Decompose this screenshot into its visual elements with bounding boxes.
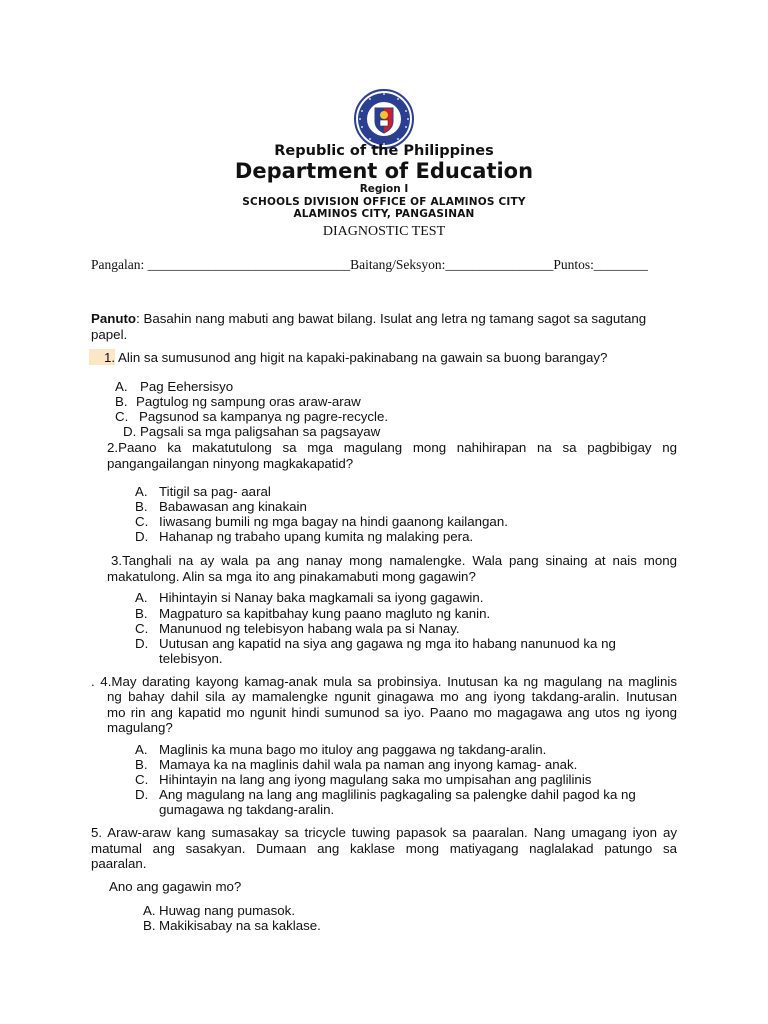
deped-seal-logo xyxy=(346,89,422,149)
question-1: 1. Alin sa sumusunod ang higit na kapaki-pakinabang na gawain sa buong barangay? xyxy=(104,350,608,365)
instructions-label: Panuto xyxy=(91,311,137,326)
header-region: Region I xyxy=(359,183,409,195)
question-5-line-2: matumal ang sasakyan. Dumaan ang kaklase mong matiyagang naglalakad patungo sa xyxy=(91,841,677,856)
question-4-line-2: ng bahay dahil sila ay mamalengke ngunit ginagawa mo ang iyong takdang-aralin. Inutusan xyxy=(107,689,677,704)
student-info-line: Pangalan: ______________________________Baitang/Seksyon:________________Puntos:________ xyxy=(91,257,648,272)
instructions-line-1 xyxy=(91,311,677,327)
header-city: ALAMINOS CITY, PANGASINAN xyxy=(293,208,475,220)
question-2-line-2: pangangailangan ninyong magkakapatid? xyxy=(107,456,354,471)
header-department: Department of Education xyxy=(234,159,534,183)
question-3-line-2: makatulong. Alin sa mga ito ang pinakamabuti mong gagawin? xyxy=(107,569,476,584)
header-division: SCHOOLS DIVISION OFFICE OF ALAMINOS CITY xyxy=(242,196,526,208)
instructions-text: : Basahin nang mabuti ang bawat bilang. Isulat ang letra ng tamang sagot sa sagutang xyxy=(136,311,647,326)
header-republic: Republic of the Philippines xyxy=(274,143,494,159)
instructions-line-2: papel. xyxy=(91,327,128,342)
q3-option-d-continued: telebisyon. xyxy=(159,651,223,666)
question-4-line-3: mo rin ang kapatid mo ngunit hindi sumunod sa iyo. Paano mo magagawa ang utos ng iyong xyxy=(107,705,677,720)
question-5-line-1: 5. Araw-araw kang sumasakay sa tricycle tuwing papasok sa paaralan. Nang umagang iyon ay xyxy=(91,825,677,840)
question-5-line-3: paaralan. xyxy=(91,856,147,871)
question-3-line-1: 3.Tanghali na ay wala pa ang nanay mong namalengke. Wala pang sinaing at nais mong xyxy=(111,553,677,568)
document-page: Republic of the Philippines Department of Education Region I SCHOOLS DIVISION OFFICE OF ALAMINOS CITY ALAMINOS CITY, PANGASINAN DIAGNOSTIC TEST Pangalan: ______________________________Baitang/Seksyon:________________Puntos:________ Panuto: Basahin nang mabuti ang bawat bilang. Isulat ang letra ng tamang sagot sa sagutang papel. 1. Alin sa sumusunod ang higit na kapaki-pakinabang na gawain sa buong barangay? A. Pag Eehersisyo B. Pagtulog ng sampung oras araw-araw C. Pagsunod sa kampanya ng pagre-recycle. D. Pagsali sa mga paligsahan sa pagsayaw 2.Paano ka makatutulong sa mga magulang mong nahihirapan na sa pagbibigay ng pangangailangan ninyong magkakapatid? A. Titigil sa pag- aaral B. Babawasan ang kinakain C. Iiwasang bumili ng mga bagay na hindi gaanong kailangan. D. Hahanap ng trabaho upang kumita ng malaking pera. 3.Tanghali na ay wala pa ang nanay mong namalengke. Wala pang sinaing at nais mong makatulong. Alin sa mga ito ang pinakamabuti mong gagawin? A. Hihintayin si Nanay baka magkamali sa iyong gagawin. B. Magpaturo sa kapitbahay kung paano magluto ng kanin. C. Manunuod ng telebisyon habang wala pa si Nanay. D. Uutusan ang kapatid na siya ang gagawa ng mga ito habang nanunuod ka ng telebisyon. . 4.May darating kayong kamag-anak mula sa probinsiya. Inutusan ka ng magulang na maglinis ng bahay dahil sila ay mamalengke ngunit ginagawa mo ang iyong takdang-aralin. Inutusan mo rin ang kapatid mo ngunit hindi sumunod sa iyo. Paano mo magagawa ang utos ng iyong magulang? A. Maglinis ka muna bago mo ituloy ang paggawa ng takdang-aralin. B. Mamaya ka na maglinis dahil wala pa naman ang inyong kamag- anak. C. Hihintayin na lang ang iyong magulang saka mo umpisahan ang paglilinis D. Ang magulang na lang ang maglilinis pagkagaling sa palengke dahil pagod ka ng gumagawa ng takdang-aralin. 5. Araw-araw kang sumasakay sa tricycle tuwing papasok sa paaralan. Nang umagang iyon ay matumal ang sasakyan. Dumaan ang kaklase mong matiyagang naglalakad patungo sa paaralan. Ano ang gagawin mo? A. Huwag nang pumasok. B. Makikisabay na sa kaklase. xyxy=(0,0,768,1024)
question-2-line-1: 2.Paano ka makatutulong sa mga magulang mong nahihirapan na sa pagbibigay ng xyxy=(107,440,677,455)
question-4-line-1: . 4.May darating kayong kamag-anak mula sa probinsiya. Inutusan ka ng magulang na maglinis xyxy=(91,674,677,689)
question-5-prompt: Ano ang gagawin mo? xyxy=(109,879,242,894)
question-4-line-4: magulang? xyxy=(107,720,173,735)
q4-option-d-continued: gumagawa ng takdang-aralin. xyxy=(159,802,335,817)
test-title: DIAGNOSTIC TEST xyxy=(322,224,446,239)
